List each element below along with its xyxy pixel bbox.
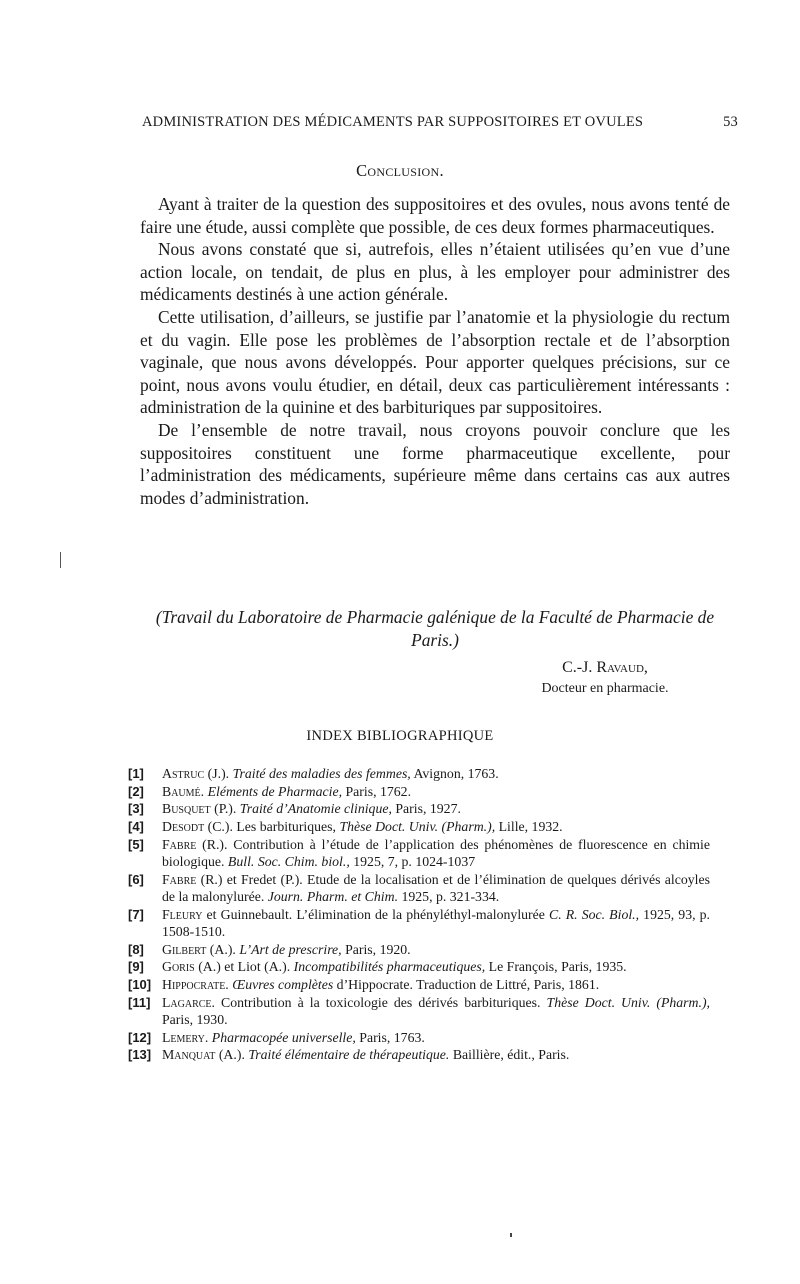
reference-number: [1] xyxy=(128,766,144,781)
reference-title: L’Art de prescrire, xyxy=(239,941,342,957)
reference-details: Le François, Paris, 1935. xyxy=(485,959,627,975)
reference-details: Baillière, édit., Paris. xyxy=(449,1047,570,1063)
running-header xyxy=(142,114,738,131)
reference-number: [3] xyxy=(128,801,144,817)
reference-text: (A.) et Liot (A.). xyxy=(194,959,294,975)
reference-text: (R.). Contribution à l’étude de l’application des phénomènes de fluorescence en chimie biologique. xyxy=(162,836,710,870)
bibliography-entry xyxy=(128,783,710,800)
reference-details: Avignon, 1763. xyxy=(410,766,499,781)
reference-number: [10] xyxy=(128,976,152,992)
bibliography-entry xyxy=(128,765,710,782)
bibliography-entry xyxy=(128,941,710,958)
reference-title: Bull. Soc. Chim. biol., xyxy=(227,854,350,870)
reference-text: (A.). xyxy=(206,941,240,957)
reference-author: Manquat xyxy=(162,1047,216,1063)
reference-number: [7] xyxy=(128,906,144,922)
reference-title: Œuvres complètes xyxy=(232,976,334,992)
reference-title: Traité d’Anatomie clinique, xyxy=(239,801,392,817)
running-title: ADMINISTRATION DES MÉDICAMENTS PAR SUPPOSITOIRES ET OVULES xyxy=(142,114,644,130)
reference-number: [8] xyxy=(128,941,144,957)
reference-number: [11] xyxy=(128,994,151,1010)
author-name xyxy=(500,659,710,677)
bibliography-entry xyxy=(128,871,710,905)
paragraph: Ayant à traiter de la question des suppositoires et des ovules, nous avons tenté de faire une étude, aussi complète que possible, de ces deux formes pharmaceutiques. xyxy=(140,194,730,237)
reference-details: Paris, 1762. xyxy=(342,783,412,799)
bibliography-entry xyxy=(128,1029,710,1046)
reference-text: Contribution à la toxicologie des dérivés barbituriques. xyxy=(215,994,547,1010)
reference-details: 1925, 7, p. 1024-1037 xyxy=(349,854,476,870)
section-title: Conclusion. xyxy=(356,161,444,180)
reference-text: (C.). Les barbituriques, xyxy=(204,819,340,835)
reference-author: Lemery. xyxy=(162,1029,209,1045)
reference-author: Gilbert xyxy=(162,941,207,957)
reference-details: Paris, 1920. xyxy=(341,941,411,957)
reference-title: Thèse Doct. Univ. (Pharm.), xyxy=(339,819,496,835)
bibliography-list xyxy=(128,765,710,1064)
reference-text: (R.) et Fredet (P.). Etude de la localisation et de l’élimination de quelques dérivés alcoyles de la malonylurée. xyxy=(162,871,710,904)
reference-number: [4] xyxy=(128,819,144,835)
laboratory-note: (Travail du Laboratoire de Pharmacie galénique de la Faculté de Pharmacie de Paris.) xyxy=(155,607,715,650)
stray-mark xyxy=(510,1233,512,1237)
bibliography-entry xyxy=(128,800,710,817)
reference-number: [12] xyxy=(128,1029,152,1045)
paragraph: Nous avons constaté que si, autrefois, elles n’étaient utilisées qu’en vue d’une action locale, on tendait, de plus en plus, à les employer pour administrer des médicaments destinés à une action générale. xyxy=(140,239,730,305)
reference-text: (J.). xyxy=(204,766,233,781)
author-signature xyxy=(500,659,710,697)
reference-details: 1925, 93, p. 1508-1510. xyxy=(162,906,710,939)
paragraph: Cette utilisation, d’ailleurs, se justifie par l’anatomie et la physiologie du rectum et du vagin. Elle pose les problèmes de l’absorption rectale et de l’absorption vaginale, que nous avons développés. Pour apporter quelques précisions, sur ce point, nous avons voulu étudier, en détail, deux cas particulièrement intéressants : administration de la quinine et des barbituriques par suppositoires. xyxy=(140,306,730,418)
reference-number: [13] xyxy=(128,1047,152,1063)
reference-number: [6] xyxy=(128,871,144,887)
reference-text: et Guinnebault. L’élimination de la phényléthyl-malonylurée xyxy=(202,906,549,922)
reference-author: Desodt xyxy=(162,819,205,835)
reference-details: Lille, 1932. xyxy=(495,819,563,835)
bibliography-entry xyxy=(128,836,710,870)
reference-details: d’Hippocrate. Traduction de Littré, Paris, 1861. xyxy=(333,976,600,992)
reference-details: Paris, 1927. xyxy=(391,801,461,817)
author-surname: Ravaud, xyxy=(596,659,648,676)
reference-author: Hippocrate. xyxy=(162,976,229,992)
reference-number: [5] xyxy=(128,836,144,852)
reference-details: Paris, 1930. xyxy=(162,1011,228,1027)
reference-author: Fleury xyxy=(162,906,203,922)
reference-author: Fabre xyxy=(162,836,197,852)
reference-author: Baumé. xyxy=(162,783,205,799)
reference-title: Traité élémentaire de thérapeutique. xyxy=(248,1047,450,1063)
reference-title: Thèse Doct. Univ. (Pharm.), xyxy=(546,994,710,1010)
bibliography-entry xyxy=(128,958,710,975)
reference-text: (A.). xyxy=(215,1047,249,1063)
bibliography-entry xyxy=(128,906,710,940)
reference-author: Astruc xyxy=(162,766,205,781)
reference-title: Traité des maladies des femmes, xyxy=(232,766,411,781)
reference-text: (P.). xyxy=(210,801,240,817)
reference-author: Goris xyxy=(162,959,195,975)
reference-number: [2] xyxy=(128,783,144,799)
bibliography-entry xyxy=(128,976,710,993)
reference-author: Busquet xyxy=(162,801,211,817)
bibliography-entry xyxy=(128,818,710,835)
bibliography-entry xyxy=(128,994,710,1028)
author-initials: C.-J. xyxy=(562,659,593,676)
reference-title: C. R. Soc. Biol., xyxy=(549,906,640,922)
author-title: Docteur en pharmacie. xyxy=(541,681,669,696)
reference-title: Pharmacopée universelle, xyxy=(211,1029,356,1045)
reference-author: Fabre xyxy=(162,871,197,887)
paragraph: De l’ensemble de notre travail, nous croyons pouvoir conclure que les suppositoires constituent une forme pharmaceutique excellente, pour l’administration des médicaments, supérieure même dans certains cas aux autres modes d’administration. xyxy=(140,419,730,508)
reference-title: Eléments de Pharmacie, xyxy=(207,783,343,799)
reference-title: Journ. Pharm. et Chim. xyxy=(267,888,399,904)
bibliography-title: INDEX BIBLIOGRAPHIQUE xyxy=(306,728,494,744)
reference-title: Incompatibilités pharmaceutiques, xyxy=(293,959,486,975)
reference-number: [9] xyxy=(128,959,144,975)
conclusion-body xyxy=(140,193,730,509)
reference-details: Paris, 1763. xyxy=(355,1029,425,1045)
bibliography-entry xyxy=(128,1046,710,1063)
reference-author: Lagarce. xyxy=(162,994,215,1010)
margin-mark xyxy=(60,552,61,568)
page-number: 53 xyxy=(723,114,738,130)
reference-details: 1925, p. 321-334. xyxy=(398,888,500,904)
